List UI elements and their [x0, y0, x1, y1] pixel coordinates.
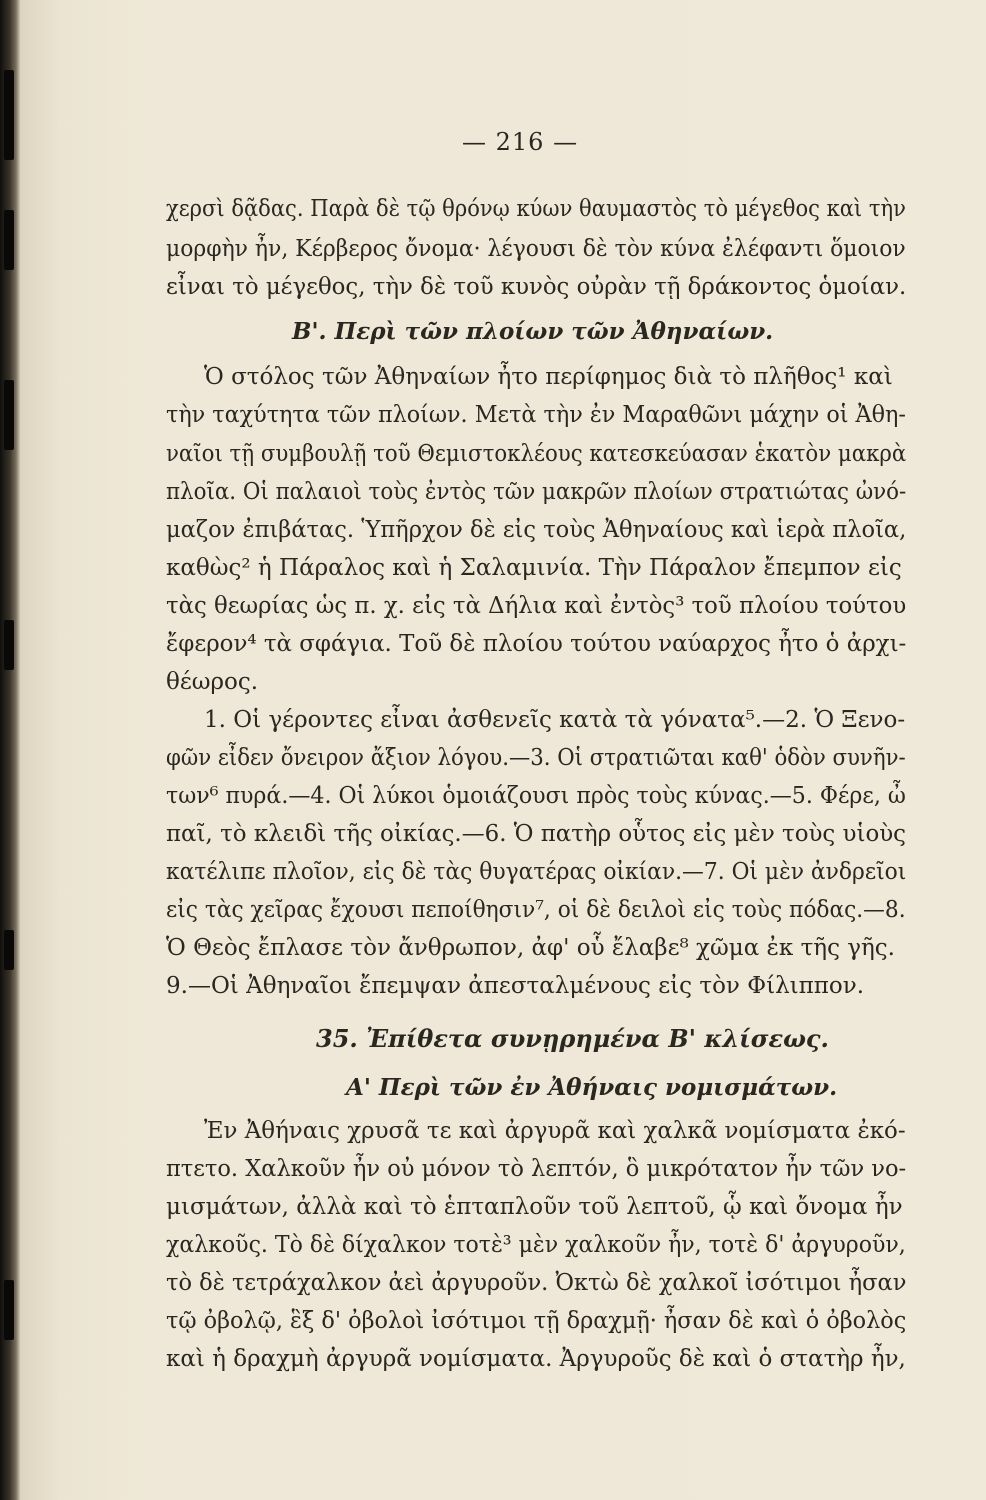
text-line: χαλκοῦς. Τὸ δὲ δίχαλκον τοτὲ³ μὲν χαλκοῦν ἦν, τοτὲ δ' ἀργυροῦν, — [166, 1232, 906, 1258]
binding-mark — [4, 1280, 14, 1340]
text-line: τὰς θεωρίας ὡς π. χ. εἰς τὰ Δήλια καὶ ἐντὸς³ τοῦ πλοίου τούτου — [166, 593, 907, 619]
text-line — [166, 196, 906, 222]
exercise-line: κατέλιπε πλοῖον, εἰς δὲ τὰς θυγατέρας οἰκίαν.—7. Οἱ μὲν ἀνδρεῖοι — [166, 859, 907, 885]
section-heading: Α' Περὶ τῶν ἐν Ἀθήναις νομισμάτων. — [346, 1074, 838, 1101]
text-line: μαζον ἐπιβάτας. Ὑπῆρχον δὲ εἰς τοὺς Ἀθηναίους καὶ ἱερὰ πλοῖα, — [166, 517, 907, 543]
exercise-line: των⁶ πυρά.—4. Οἱ λύκοι ὁμοιάζουσι πρὸς τοὺς κύνας.—5. Φέρε, ὦ — [166, 783, 906, 809]
page-number: — 216 — — [462, 128, 579, 156]
binding-mark — [4, 210, 14, 270]
text-line: ναῖοι τῇ συμβουλῇ τοῦ Θεμιστοκλέους κατεσκεύασαν ἑκατὸν μακρὰ — [166, 441, 907, 467]
book-page — [20, 0, 986, 1500]
text-line: Ἐν Ἀθήναις χρυσᾶ τε καὶ ἀργυρᾶ καὶ χαλκᾶ νομίσματα ἐκό- — [204, 1118, 906, 1144]
text-line: ἔφερον⁴ τὰ σφάγια. Τοῦ δὲ πλοίου τούτου ναύαρχος ἦτο ὁ ἀρχι- — [166, 631, 907, 657]
text-line: πλοῖα. Οἱ παλαιοὶ τοὺς ἐντὸς τῶν μακρῶν πλοίων στρατιώτας ὠνό- — [166, 479, 907, 505]
chapter-heading: 35. Ἐπίθετα συνῃρημένα Β' κλίσεως. — [316, 1024, 829, 1053]
exercise-line: εἰς τὰς χεῖρας ἔχουσι πεποίθησιν⁷, οἱ δὲ δειλοὶ εἰς τοὺς πόδας.—8. — [166, 897, 906, 923]
binding-mark — [4, 70, 14, 160]
text-line: μορφὴν ἦν, Κέρβερος ὄνομα· λέγουσι δὲ τὸν κύνα ἐλέφαντι ὅμοιον — [166, 236, 906, 262]
text-line: τῷ ὀβολῷ, ἓξ δ' ὀβολοὶ ἰσότιμοι τῇ δραχμῇ· ἦσαν δὲ καὶ ὁ ὀβολὸς — [166, 1308, 907, 1334]
text-line: πτετο. Χαλκοῦν ἦν οὐ μόνον τὸ λεπτόν, ὃ μικρότατον ἦν τῶν νο- — [166, 1156, 907, 1182]
section-heading: Β'. Περὶ τῶν πλοίων τῶν Ἀθηναίων. — [292, 318, 774, 345]
binding-mark — [4, 620, 14, 670]
exercise-line: 1. Οἱ γέροντες εἶναι ἀσθενεῖς κατὰ τὰ γόνατα⁵.—2. Ὁ Ξενο- — [204, 707, 906, 733]
text-line: καὶ ἡ δραχμὴ ἀργυρᾶ νομίσματα. Ἀργυροῦς δὲ καὶ ὁ στατὴρ ἦν, — [166, 1346, 906, 1372]
binding-mark — [4, 930, 14, 970]
text-line: καθὼς² ἡ Πάραλος καὶ ἡ Σαλαμινία. Τὴν Πάραλον ἔπεμπον εἰς — [166, 555, 902, 581]
text-line: εἶναι τὸ μέγεθος, τὴν δὲ τοῦ κυνὸς οὐρὰν τῇ δράκοντος ὁμοίαν. — [166, 274, 907, 300]
exercise-line: παῖ, τὸ κλειδὶ τῆς οἰκίας.—6. Ὁ πατὴρ οὗτος εἰς μὲν τοὺς υἱοὺς — [166, 821, 906, 847]
text-line-content: χερσὶ δᾷδας. Παρὰ δὲ τῷ θρόνῳ κύων θαυμαστὸς τὸ μέγεθος καὶ τὴν — [166, 196, 906, 222]
text-line: τὸ δὲ τετράχαλκον ἀεὶ ἀργυροῦν. Ὀκτὼ δὲ χαλκοῖ ἰσότιμοι ἦσαν — [166, 1270, 907, 1296]
exercise-line: 9.—Οἱ Ἀθηναῖοι ἔπεμψαν ἀπεσταλμένους εἰς τὸν Φίλιππον. — [166, 973, 865, 999]
text-line: Ὁ στόλος τῶν Ἀθηναίων ἦτο περίφημος διὰ τὸ πλῆθος¹ καὶ — [204, 364, 893, 390]
binding-mark — [4, 380, 14, 450]
text-line: τὴν ταχύτητα τῶν πλοίων. Μετὰ τὴν ἐν Μαραθῶνι μάχην οἱ Ἀθη- — [166, 402, 906, 428]
book-binding — [0, 0, 20, 1500]
text-line: θέωρος. — [166, 669, 259, 695]
exercise-line: φῶν εἶδεν ὄνειρον ἄξιον λόγου.—3. Οἱ στρατιῶται καθ' ὁδὸν συνῆν- — [166, 745, 906, 771]
text-line: μισμάτων, ἀλλὰ καὶ τὸ ἑπταπλοῦν τοῦ λεπτοῦ, ᾧ καὶ ὄνομα ἦν — [166, 1194, 903, 1220]
exercise-line: Ὁ Θεὸς ἔπλασε τὸν ἄνθρωπον, ἀφ' οὗ ἔλαβε⁸ χῶμα ἐκ τῆς γῆς. — [166, 935, 895, 961]
